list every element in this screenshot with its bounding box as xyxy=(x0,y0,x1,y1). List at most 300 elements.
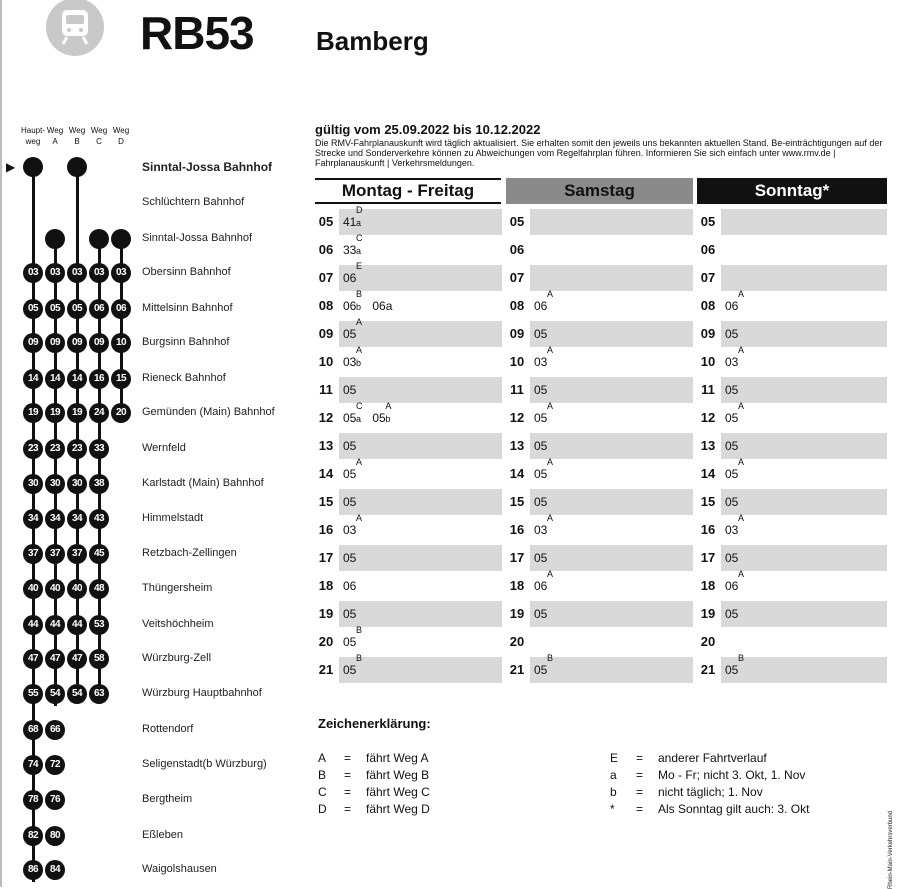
hour-label: 18 xyxy=(315,573,337,599)
timetable-row xyxy=(506,321,693,347)
stop-time-badge: 74 xyxy=(23,755,43,775)
legend-item xyxy=(318,750,430,767)
timetable-row xyxy=(315,545,502,571)
minutes xyxy=(725,457,754,487)
stop-time-badge: 24 xyxy=(89,403,109,423)
hour-label: 19 xyxy=(506,601,528,627)
publisher-vertical-text: Rhein-Main-Verkehrsverbund xyxy=(888,810,894,889)
timetable-row xyxy=(506,345,693,375)
departure-minute: 05 A xyxy=(343,317,363,341)
way-header-line2: C xyxy=(96,137,102,146)
footnote-sup: B xyxy=(738,653,745,663)
legend-value: anderer Fahrtverlauf xyxy=(658,751,767,765)
timetable-row xyxy=(697,513,887,543)
stop-time-badge: 20 xyxy=(111,403,131,423)
footnote-sup: B xyxy=(547,653,554,663)
footnote-sup: A xyxy=(356,317,363,327)
stop-time-badge: 05 xyxy=(45,299,65,319)
hour-label: 05 xyxy=(506,209,528,235)
stop-time-badge: 19 xyxy=(45,403,65,423)
legend-key: C xyxy=(318,785,327,799)
departure-minute: 03 A xyxy=(725,513,745,537)
hour-label: 15 xyxy=(506,489,528,515)
departure-minute: 03 A b xyxy=(343,345,363,369)
stop-time-badge: 14 xyxy=(45,369,65,389)
minutes xyxy=(725,433,748,459)
route-start-dot xyxy=(89,229,109,249)
departure-minute: 05 xyxy=(725,439,739,453)
stop-time-badge: 58 xyxy=(89,649,109,669)
legend-equals: = xyxy=(344,802,352,816)
stop-time-badge: 82 xyxy=(23,826,43,846)
legend-equals: = xyxy=(636,751,644,765)
departure-minute: 06 A xyxy=(725,289,745,313)
timetable-row xyxy=(697,237,887,263)
departure-minute: 05 A xyxy=(725,401,745,425)
timetable-cell xyxy=(721,265,887,291)
hour-label: 08 xyxy=(315,293,337,319)
departure-minute: 05 xyxy=(534,551,548,565)
timetable-row xyxy=(506,569,693,599)
timetable-row xyxy=(506,489,693,515)
stop-time-badge: 76 xyxy=(45,790,65,810)
hour-label: 07 xyxy=(315,265,337,291)
minutes xyxy=(534,321,557,347)
minutes xyxy=(343,545,366,571)
minutes xyxy=(534,513,563,543)
timetable-row xyxy=(697,209,887,235)
minutes xyxy=(534,401,563,431)
legend-item xyxy=(318,767,430,784)
stop-time-badge: 03 xyxy=(89,263,109,283)
legend-item xyxy=(610,750,809,767)
timetable-row xyxy=(315,205,502,235)
departure-minute: 06 B b xyxy=(343,289,363,313)
legend-key: a xyxy=(610,768,617,782)
departure-minute: 05 xyxy=(725,495,739,509)
stop-time-badge: 30 xyxy=(45,474,65,494)
header-saturday: Samstag xyxy=(506,178,693,204)
footnote-sub: a xyxy=(356,218,362,228)
hour-label: 06 xyxy=(697,237,719,263)
station-name: Bergtheim xyxy=(142,793,193,805)
hour-label: 16 xyxy=(697,517,719,543)
departure-minute: 05 B xyxy=(725,653,745,677)
timetable-row xyxy=(506,457,693,487)
minutes xyxy=(343,401,402,431)
timetable-row xyxy=(315,573,502,599)
stop-time-badge: 44 xyxy=(23,615,43,635)
minutes xyxy=(343,653,372,683)
hour-label: 06 xyxy=(315,237,337,263)
station-name: Mittelsinn Bahnhof xyxy=(142,302,233,314)
stop-time-badge: 03 xyxy=(23,263,43,283)
stop-time-badge: 05 xyxy=(67,299,87,319)
info-note: Die RMV-Fahrplanauskunft wird täglich aktualisiert. Sie erhalten somit den jeweils uns bekannten aktuellen Stand. Be-einträchtigungen auf der Strecke und Sonderverkehre können zu Abweichungen vom Regelfahrplan führen. Informieren Sie sich einfach unter www.rmv.de | Fahrplanauskunft | Verkehrsmeldungen. xyxy=(315,138,883,168)
legend-equals: = xyxy=(636,785,644,799)
minutes xyxy=(534,433,557,459)
departure-minute: 05 xyxy=(534,327,548,341)
hour-label: 08 xyxy=(506,293,528,319)
hour-label: 05 xyxy=(697,209,719,235)
stop-time-badge: 55 xyxy=(23,684,43,704)
stop-time-badge: 84 xyxy=(45,860,65,880)
footnote-sup: B xyxy=(356,289,363,299)
station-name: Wernfeld xyxy=(142,442,186,454)
legend-value: Mo - Fr; nicht 3. Okt, 1. Nov xyxy=(658,768,806,782)
departure-minute: 06a xyxy=(372,299,393,313)
timetable-row xyxy=(315,625,502,655)
timetable-row xyxy=(315,289,502,319)
legend-item xyxy=(610,767,809,784)
legend-key: b xyxy=(610,785,617,799)
hour-label: 17 xyxy=(315,545,337,571)
legend-equals: = xyxy=(344,751,352,765)
hour-label: 14 xyxy=(697,461,719,487)
departure-minute: 05 A xyxy=(534,401,554,425)
way-header-4 xyxy=(106,125,136,147)
station-name: Würzburg Hauptbahnhof xyxy=(142,687,262,699)
minutes xyxy=(725,345,754,375)
minutes xyxy=(343,345,372,375)
legend-left xyxy=(318,750,430,818)
hour-label: 09 xyxy=(315,321,337,347)
timetable-cell xyxy=(530,237,693,263)
route-start-dot xyxy=(111,229,131,249)
stop-time-badge: 40 xyxy=(67,579,87,599)
hour-label: 12 xyxy=(315,405,337,431)
hour-label: 15 xyxy=(697,489,719,515)
minutes xyxy=(343,205,372,235)
station-name: Waigolshausen xyxy=(142,863,217,875)
hour-label: 21 xyxy=(506,657,528,683)
minutes xyxy=(534,489,557,515)
hour-label: 19 xyxy=(697,601,719,627)
route-start-dot xyxy=(45,229,65,249)
hour-label: 10 xyxy=(697,349,719,375)
minutes xyxy=(534,377,557,403)
way-header-line1: Weg xyxy=(46,126,64,135)
legend-item xyxy=(318,801,430,818)
minutes xyxy=(534,289,563,319)
footnote-sup: A xyxy=(356,345,363,355)
hour-label: 18 xyxy=(697,573,719,599)
timetable-row xyxy=(506,289,693,319)
stop-time-badge: 37 xyxy=(67,544,87,564)
legend-title: Zeichenerklärung: xyxy=(318,716,431,731)
departure-minute: 05 xyxy=(725,607,739,621)
timetable-row xyxy=(315,401,502,431)
hour-label: 15 xyxy=(315,489,337,515)
timetable-cell xyxy=(721,209,887,235)
hour-label: 16 xyxy=(315,517,337,543)
hour-label: 07 xyxy=(506,265,528,291)
departure-minute: 05 xyxy=(725,551,739,565)
legend-key: E xyxy=(610,751,619,765)
stop-time-badge: 45 xyxy=(89,544,109,564)
departure-minute: 05 xyxy=(725,383,739,397)
hour-label: 20 xyxy=(506,629,528,655)
minutes xyxy=(534,345,563,375)
hour-label: 13 xyxy=(506,433,528,459)
start-arrow-icon: ▶ xyxy=(6,160,16,174)
hour-label: 16 xyxy=(506,517,528,543)
stop-time-badge: 09 xyxy=(89,333,109,353)
way-header-line2: A xyxy=(52,137,58,146)
timetable-row xyxy=(506,545,693,571)
timetable-row xyxy=(697,489,887,515)
footnote-sup: C xyxy=(356,401,363,411)
hour-label: 05 xyxy=(315,209,337,235)
stop-time-badge: 33 xyxy=(89,439,109,459)
stop-time-badge: 03 xyxy=(111,263,131,283)
departure-minute: 06 xyxy=(343,579,357,593)
timetable-row xyxy=(697,601,887,627)
footnote-sub: b xyxy=(356,358,362,368)
departure-minute: 05 xyxy=(343,495,357,509)
timetable-row xyxy=(697,545,887,571)
stop-time-badge: 37 xyxy=(45,544,65,564)
minutes xyxy=(343,457,372,487)
legend-equals: = xyxy=(344,768,352,782)
legend-key: B xyxy=(318,768,327,782)
minutes xyxy=(725,401,754,431)
way-header-line2: weg xyxy=(25,137,41,146)
timetable-row xyxy=(506,601,693,627)
minutes xyxy=(534,601,557,627)
timetable-row xyxy=(315,513,502,543)
footnote-sub: b xyxy=(385,414,391,424)
minutes xyxy=(725,545,748,571)
hour-label: 06 xyxy=(506,237,528,263)
timetable-row xyxy=(315,433,502,459)
timetable-row xyxy=(697,569,887,599)
footnote-sup: A xyxy=(738,401,745,411)
footnote-sup: A xyxy=(738,569,745,579)
departure-minute: 03 A xyxy=(534,513,554,537)
train-icon xyxy=(59,8,91,46)
station-name: Rottendorf xyxy=(142,723,194,735)
minutes xyxy=(343,317,372,347)
timetable-row xyxy=(315,345,502,375)
minutes xyxy=(343,433,366,459)
timetable-cell xyxy=(721,629,887,655)
hour-label: 17 xyxy=(697,545,719,571)
timetable-row xyxy=(506,513,693,543)
hour-label: 17 xyxy=(506,545,528,571)
stop-time-badge: 09 xyxy=(23,333,43,353)
footnote-sup: C xyxy=(356,233,363,243)
hour-label: 18 xyxy=(506,573,528,599)
stop-time-badge: 78 xyxy=(23,790,43,810)
header-sunday: Sonntag* xyxy=(697,178,887,204)
departure-minute: 06 A xyxy=(725,569,745,593)
departure-minute: 03 A xyxy=(534,345,554,369)
timetable-row xyxy=(697,457,887,487)
minutes xyxy=(343,625,372,655)
timetable-cell xyxy=(530,629,693,655)
legend-value: nicht täglich; 1. Nov xyxy=(658,785,763,799)
timetable-row xyxy=(315,653,502,683)
timetable-row xyxy=(697,265,887,291)
stop-time-badge: 47 xyxy=(67,649,87,669)
station-name: Thüngersheim xyxy=(142,582,213,594)
footnote-sup: A xyxy=(547,289,554,299)
stop-time-badge: 19 xyxy=(23,403,43,423)
timetable-row xyxy=(506,629,693,655)
station-name: Retzbach-Zellingen xyxy=(142,547,237,559)
stop-time-badge: 03 xyxy=(45,263,65,283)
destination-title: Bamberg xyxy=(316,26,429,56)
stop-time-badge: 86 xyxy=(23,860,43,880)
stop-time-badge: 15 xyxy=(111,369,131,389)
minutes xyxy=(725,513,754,543)
stop-time-badge: 34 xyxy=(23,509,43,529)
stop-time-badge: 66 xyxy=(45,720,65,740)
hour-label: 13 xyxy=(315,433,337,459)
way-header-line1: Haupt- xyxy=(20,126,45,135)
hour-label: 11 xyxy=(506,377,528,403)
departure-minute: 05 xyxy=(343,607,357,621)
departure-minute: 05 A b xyxy=(372,401,392,425)
way-header-line2: B xyxy=(74,137,80,146)
minutes xyxy=(343,573,366,599)
station-name: Eßleben xyxy=(142,829,183,841)
train-logo xyxy=(46,0,104,56)
timetable-row xyxy=(697,377,887,403)
hour-label: 21 xyxy=(315,657,337,683)
stop-time-badge: 44 xyxy=(67,615,87,635)
minutes xyxy=(725,653,754,683)
footnote-sub: a xyxy=(356,246,362,256)
timetable-row xyxy=(506,265,693,291)
departure-minute: 05 xyxy=(534,439,548,453)
timetable-cell xyxy=(530,265,693,291)
station-name: Gemünden (Main) Bahnhof xyxy=(142,406,275,418)
departure-minute: 06 A xyxy=(534,569,554,593)
stop-time-badge: 40 xyxy=(45,579,65,599)
stop-time-badge: 80 xyxy=(45,826,65,846)
legend-key: D xyxy=(318,802,327,816)
stop-time-badge: 47 xyxy=(45,649,65,669)
departure-minute: 05 xyxy=(534,607,548,621)
minutes xyxy=(725,489,748,515)
timetable-cell xyxy=(530,209,693,235)
legend-equals: = xyxy=(636,802,644,816)
footnote-sup: B xyxy=(356,653,363,663)
stop-time-badge: 38 xyxy=(89,474,109,494)
legend-equals: = xyxy=(344,785,352,799)
minutes xyxy=(725,377,748,403)
hour-label: 11 xyxy=(697,377,719,403)
departure-minute: 05 xyxy=(534,383,548,397)
minutes xyxy=(725,321,748,347)
departure-minute: 05 xyxy=(343,439,357,453)
footnote-sup: A xyxy=(356,513,363,523)
minutes xyxy=(534,653,563,683)
hour-label: 19 xyxy=(315,601,337,627)
hour-label: 07 xyxy=(697,265,719,291)
stop-time-badge: 06 xyxy=(111,299,131,319)
station-name: Karlstadt (Main) Bahnhof xyxy=(142,477,264,489)
minutes xyxy=(343,289,402,319)
stop-time-badge: 23 xyxy=(67,439,87,459)
stop-time-badge: 54 xyxy=(45,684,65,704)
minutes xyxy=(534,545,557,571)
legend-value: Als Sonntag gilt auch: 3. Okt xyxy=(658,802,810,816)
footnote-sup: A xyxy=(547,401,554,411)
departure-minute: 33 C a xyxy=(343,233,363,257)
stop-time-badge: 23 xyxy=(23,439,43,459)
departure-minute: 05 xyxy=(534,495,548,509)
stop-time-badge: 14 xyxy=(23,369,43,389)
legend-item xyxy=(610,784,809,801)
hour-label: 13 xyxy=(697,433,719,459)
way-header-line2: D xyxy=(118,137,124,146)
hour-label: 21 xyxy=(697,657,719,683)
legend-item xyxy=(318,784,430,801)
station-name: Burgsinn Bahnhof xyxy=(142,336,230,348)
footnote-sub: a xyxy=(356,414,362,424)
departure-minute: 03 A xyxy=(725,345,745,369)
minutes xyxy=(725,289,754,319)
legend-value: fährt Weg C xyxy=(366,785,430,799)
station-name: Veitshöchheim xyxy=(142,618,214,630)
departure-minute: 06 E xyxy=(343,261,363,285)
timetable-row xyxy=(315,377,502,403)
stop-time-badge: 06 xyxy=(89,299,109,319)
stop-time-badge: 09 xyxy=(45,333,65,353)
stop-time-badge: 05 xyxy=(23,299,43,319)
timetable-row xyxy=(697,321,887,347)
stop-time-badge: 48 xyxy=(89,579,109,599)
footnote-sup: A xyxy=(547,345,554,355)
departure-minute: 06 A xyxy=(534,289,554,313)
station-name: Obersinn Bahnhof xyxy=(142,266,231,278)
departure-minute: 05 B xyxy=(534,653,554,677)
footnote-sup: A xyxy=(738,289,745,299)
hour-label: 14 xyxy=(315,461,337,487)
way-header-line1: Weg xyxy=(90,126,108,135)
timetable-row xyxy=(697,345,887,375)
validity-period: gültig vom 25.09.2022 bis 10.12.2022 xyxy=(315,122,541,137)
stop-time-badge: 47 xyxy=(23,649,43,669)
timetable-cell xyxy=(721,237,887,263)
stop-time-badge: 37 xyxy=(23,544,43,564)
legend-equals: = xyxy=(636,768,644,782)
stop-time-badge: 72 xyxy=(45,755,65,775)
minutes xyxy=(725,601,748,627)
timetable-row xyxy=(697,629,887,655)
legend-value: fährt Weg D xyxy=(366,802,430,816)
minutes xyxy=(343,513,372,543)
footnote-sup: E xyxy=(356,261,363,271)
timetable-row xyxy=(506,433,693,459)
departure-minute: 05 C a xyxy=(343,401,363,425)
footnote-sup: A xyxy=(547,457,554,467)
footnote-sub: b xyxy=(356,302,362,312)
stop-time-badge: 53 xyxy=(89,615,109,635)
stop-time-badge: 16 xyxy=(89,369,109,389)
minutes xyxy=(534,569,563,599)
stop-time-badge: 63 xyxy=(89,684,109,704)
timetable-row xyxy=(697,289,887,319)
minutes xyxy=(343,261,372,291)
timetable-row xyxy=(697,653,887,683)
footnote-sup: A xyxy=(547,569,554,579)
timetable-row xyxy=(315,233,502,263)
departure-minute: 05 B xyxy=(343,625,363,649)
